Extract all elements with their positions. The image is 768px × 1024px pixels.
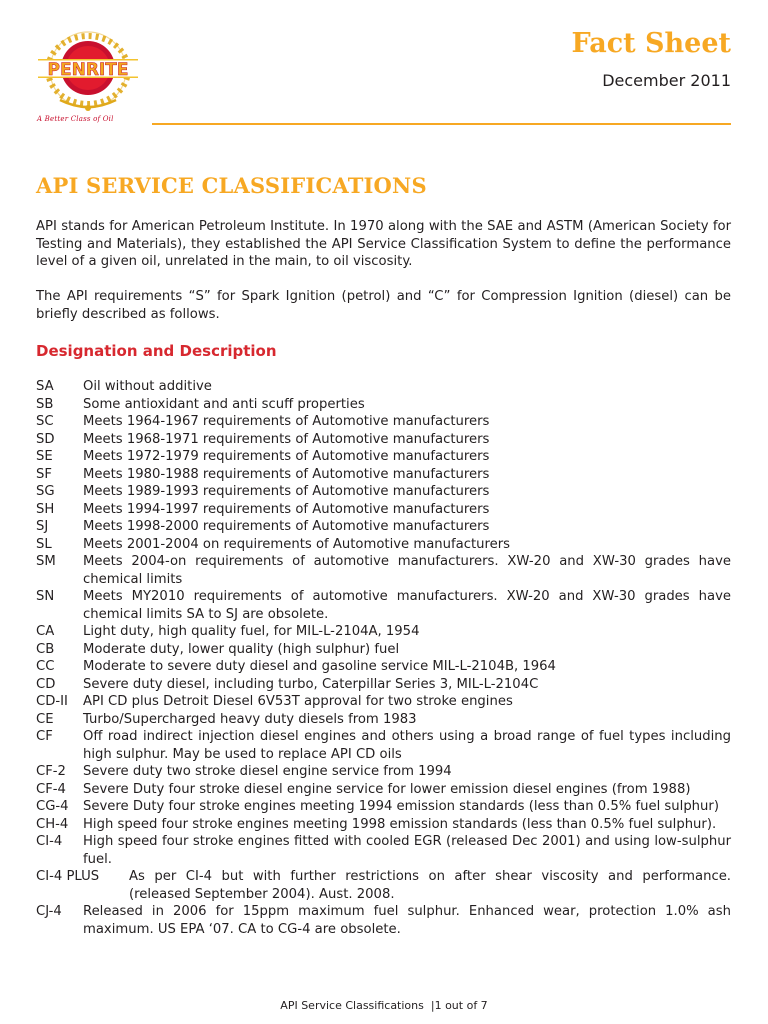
designation-desc: Severe Duty four stroke engines meeting 1994 emission standards (less than 0.5% fuel sulphur) [83,799,719,814]
designation-desc: Some antioxidant and anti scuff properties [83,396,365,412]
page-footer: API Service Classifications |1 out of 7 [280,999,488,1012]
doc-type-title: Fact Sheet [571,28,731,59]
section-heading: Designation and Description [36,342,277,360]
designation-code: SD [36,431,55,447]
penrite-emblem [30,28,146,128]
designation-row [36,711,731,729]
designation-desc: Oil without additive [83,379,212,394]
designation-row [36,448,731,466]
designation-code: SJ [36,519,49,534]
designation-code: SF [36,466,52,482]
designation-code: SH [36,501,55,517]
designation-desc: Meets 1998-2000 requirements of Automotive manufacturers [83,519,490,534]
designation-row [36,483,731,501]
designation-row [36,763,731,781]
footer-title: API Service Classifications [280,999,424,1012]
designation-row [36,536,731,554]
designation-row [36,466,731,484]
designation-row [36,658,731,676]
designation-row [36,693,731,711]
designation-desc: High speed four stroke engines meeting 1998 emission standards (less than 0.5% fuel sulphur). [83,816,717,832]
designation-row [36,553,731,588]
designation-desc: Meets 1968-1971 requirements of Automotive manufacturers [83,431,490,447]
designation-code: SB [36,396,54,412]
designation-desc: Turbo/Supercharged heavy duty diesels from 1983 [83,711,417,727]
designation-code: SL [36,536,52,552]
designation-code: CI-4 [36,834,63,849]
designation-row [36,676,731,694]
designation-desc: Meets 1980-1988 requirements of Automotive manufacturers [83,466,490,482]
designation-code: SN [36,589,55,604]
designation-row [36,431,731,449]
designation-desc: Released in 2006 for 15ppm maximum fuel sulphur. Enhanced wear, protection 1.0% ash maximum. US EPA ‘07. CA to CG-4 are obsolete. [83,904,731,937]
designation-desc: Light duty, high quality fuel, for MIL-L-2104A, 1954 [83,624,420,639]
brand-tagline: A Better Class of Oil [37,115,114,123]
designation-row [36,781,731,799]
intro-paragraph: API stands for American Petroleum Institute. In 1970 along with the SAE and ASTM (American Society for Testing and Materials), they established the API Service Classification System to define the performance level of a given oil, unrelated in the main, to oil viscosity. [36,219,731,269]
page-title: API SERVICE CLASSIFICATIONS [36,173,427,198]
designation-desc: Meets 2004-on requirements of automotive manufacturers. XW-20 and XW-30 grades have chemical limits [83,554,731,587]
designation-desc: Meets 1994-1997 requirements of Automotive manufacturers [83,501,490,517]
designation-desc: Off road indirect injection diesel engines and others using a broad range of fuel types including high sulphur. May be used to replace API CD oils [83,729,731,762]
designation-code: CH-4 [36,816,69,832]
designation-code: CA [36,624,55,639]
designation-desc: API CD plus Detroit Diesel 6V53T approval for two stroke engines [83,694,513,709]
designation-code: CF-2 [36,764,66,779]
designation-code: CF [36,729,53,744]
brand-wordmark: PENRITE [47,60,129,80]
designation-desc: Meets 1964-1967 requirements of Automotive manufacturers [83,414,490,429]
designation-row [36,396,731,414]
designation-desc: Meets MY2010 requirements of automotive manufacturers. XW-20 and XW-30 grades have chemical limits SA to SJ are obsolete. [83,589,731,622]
designation-row [36,728,731,763]
designation-code: SA [36,379,54,394]
designation-desc: High speed four stroke engines fitted with cooled EGR (released Dec 2001) and using low-sulphur fuel. [83,834,731,867]
designation-desc: Moderate duty, lower quality (high sulphur) fuel [83,641,400,657]
designation-row [36,798,731,816]
designation-code: CI-4 PLUS [36,869,100,884]
designation-row [36,413,731,431]
designation-desc: Severe duty diesel, including turbo, Caterpillar Series 3, MIL-L-2104C [83,676,539,692]
designation-row [36,833,731,868]
footer-page-number: 1 out of 7 [434,999,488,1012]
penrite-logo [30,28,146,128]
designation-row [36,588,731,623]
header-divider [152,123,731,125]
designation-row [36,641,731,659]
designation-row [36,903,731,938]
designation-code: CB [36,641,55,657]
designation-code: CE [36,711,54,727]
designation-desc: Meets 2001-2004 on requirements of Automotive manufacturers [83,536,511,552]
designation-desc: Severe Duty four stroke diesel engine service for lower emission diesel engines (from 1988) [83,781,691,797]
designation-row [36,623,731,641]
designation-row [36,868,731,903]
requirements-paragraph: The API requirements “S” for Spark Ignition (petrol) and “C” for Compression Ignition (diesel) can be briefly described as follows. [36,289,731,322]
designation-desc: Meets 1972-1979 requirements of Automotive manufacturers [83,449,490,464]
designation-code: CD [36,676,56,692]
designation-code: CD-II [36,694,68,709]
designation-desc: Moderate to severe duty diesel and gasoline service MIL-L-2104B, 1964 [83,659,556,674]
designation-code: CG-4 [36,799,69,814]
designation-code: SC [36,414,54,429]
doc-date: December 2011 [602,71,731,90]
designation-code: SM [36,554,56,569]
designation-code: SE [36,449,53,464]
designation-code: SG [36,484,55,499]
designation-code: CC [36,659,55,674]
designation-row [36,501,731,519]
designation-row [36,518,731,536]
designation-row [36,378,731,396]
designation-desc: As per CI-4 but with further restrictions on after shear viscosity and performance. (released September 2004). Aust. 2008. [129,869,731,902]
designation-desc: Severe duty two stroke diesel engine service from 1994 [83,764,452,779]
designation-desc: Meets 1989-1993 requirements of Automotive manufacturers [83,484,490,499]
designation-row [36,816,731,834]
designation-code: CJ-4 [36,904,62,919]
designation-code: CF-4 [36,781,66,797]
designation-list [36,378,731,938]
